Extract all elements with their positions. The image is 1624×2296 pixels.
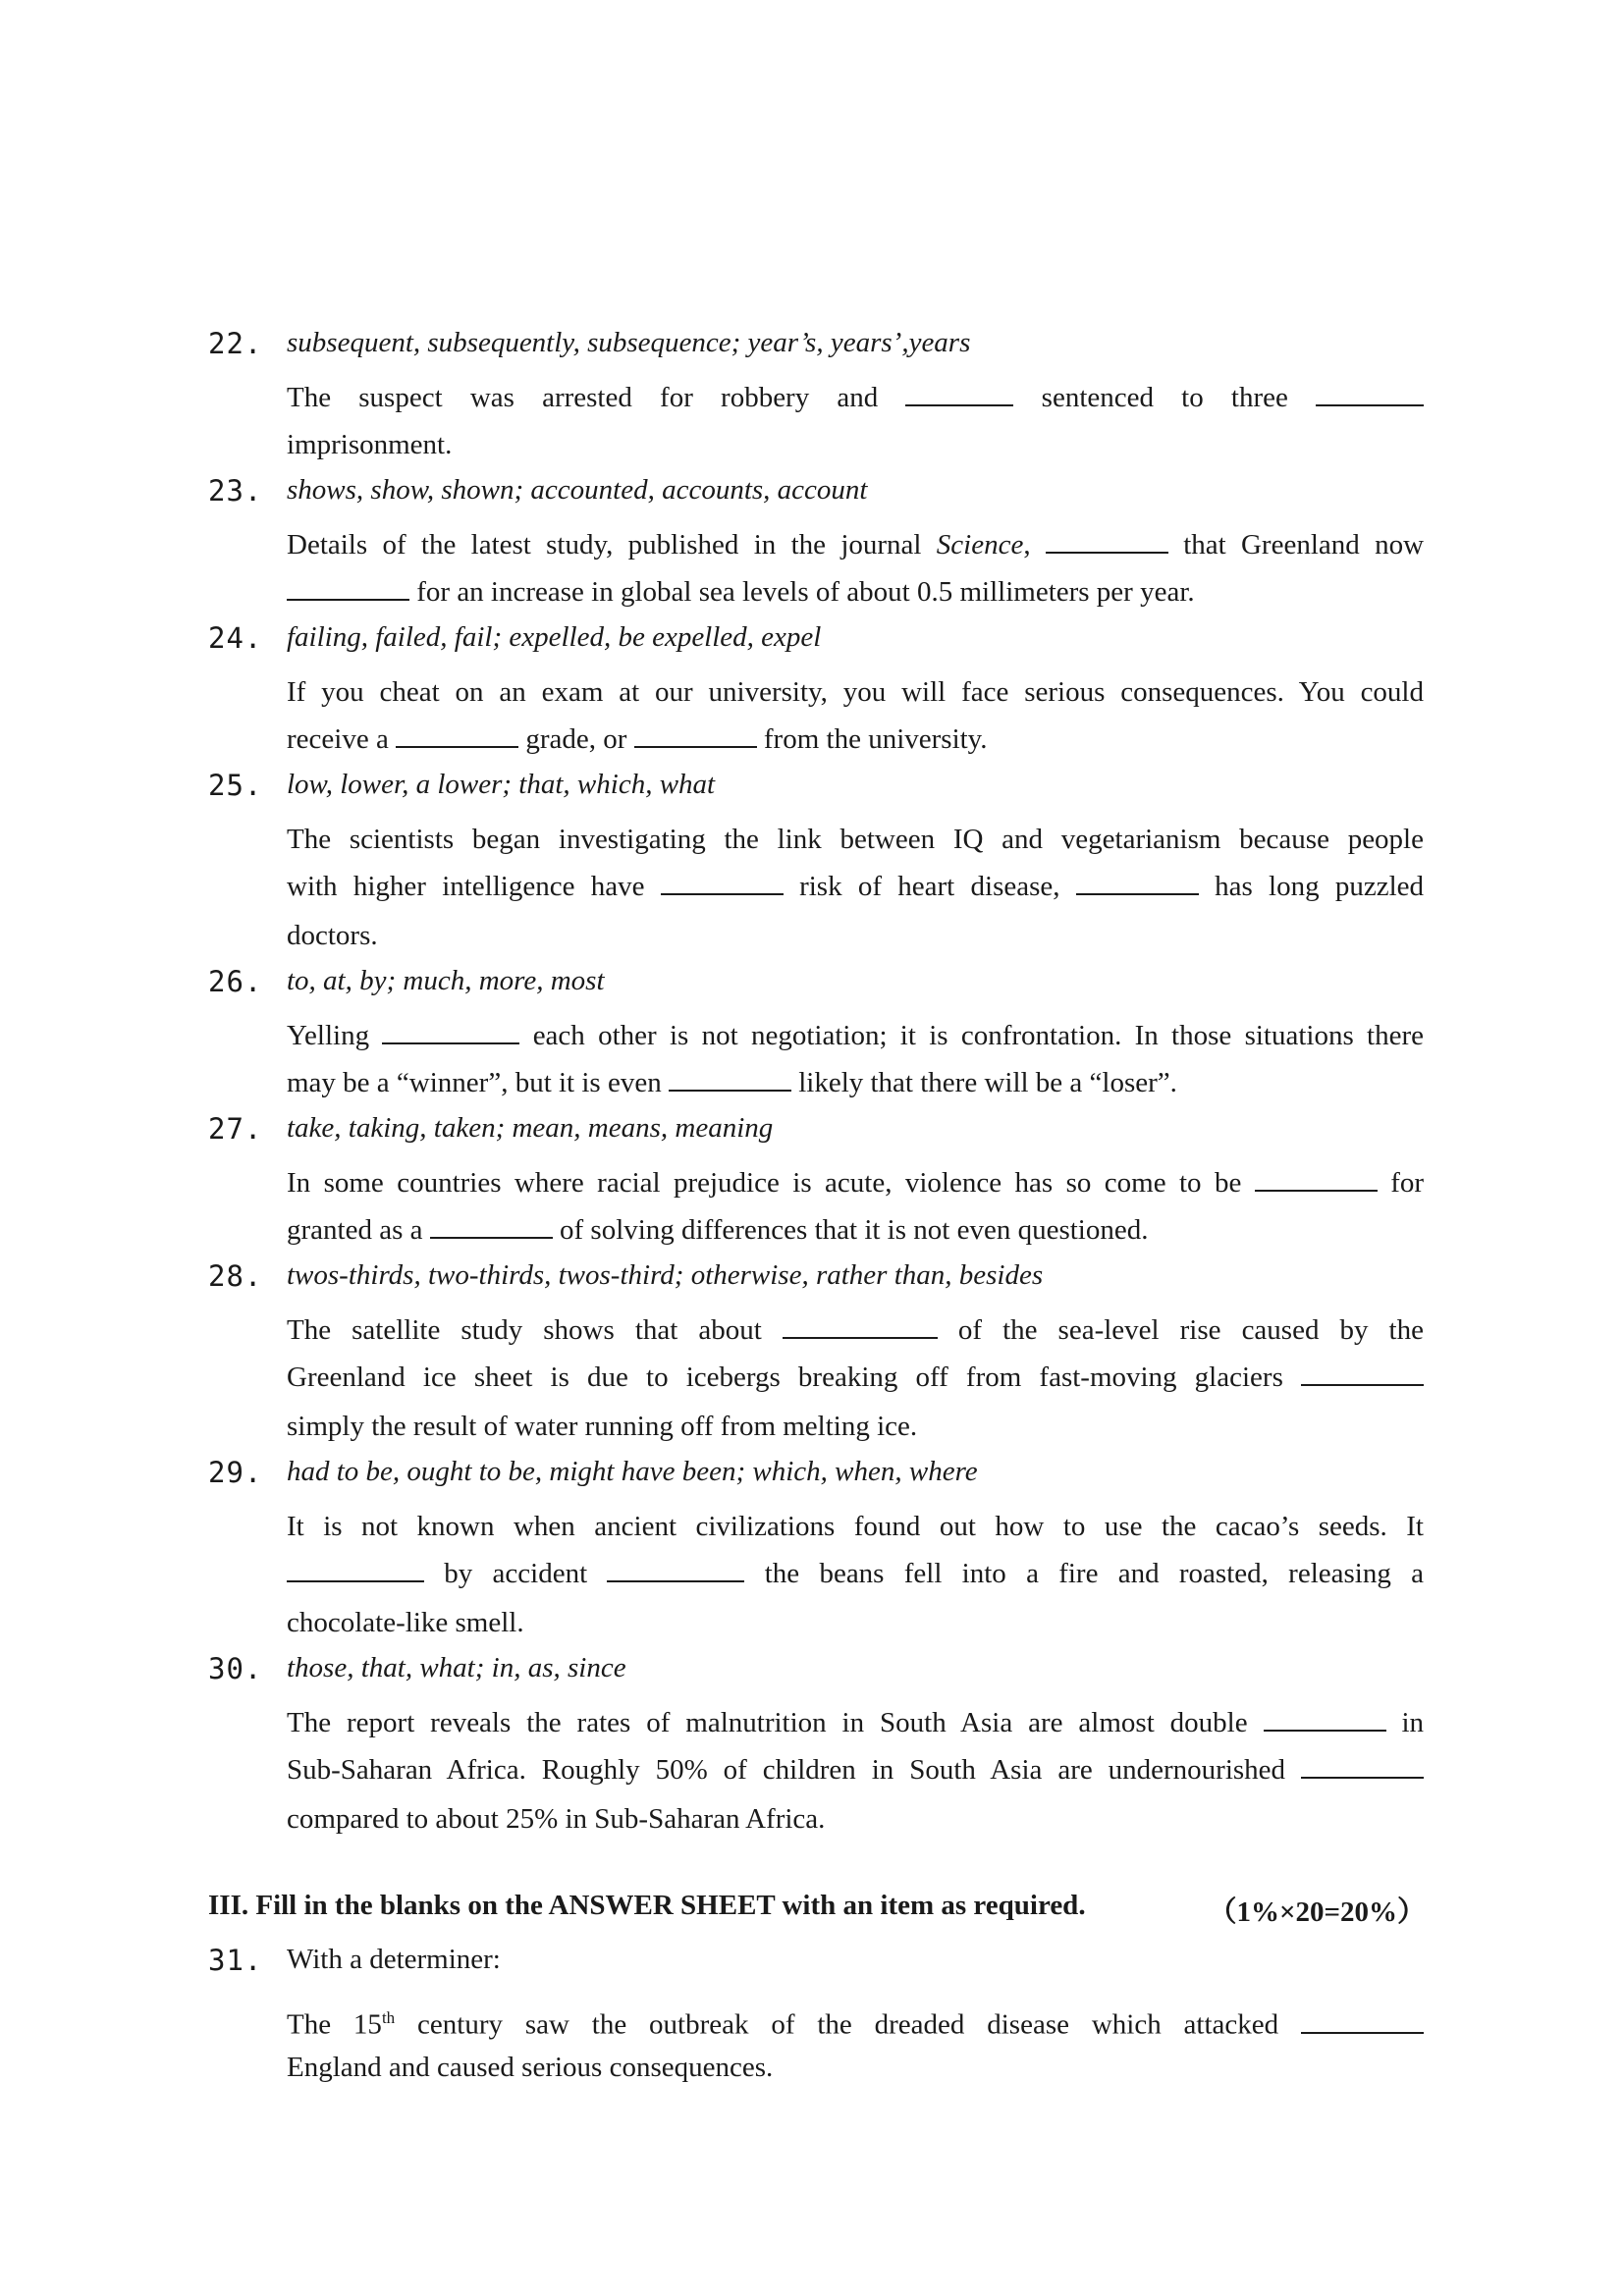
question-text-line: Sub-Saharan Africa. Roughly 50% of children in South Asia are undernourished — [287, 1750, 1424, 1789]
question-number: 22. — [208, 327, 263, 360]
question-options: twos-thirds, two-thirds, twos-third; otherwise, rather than, besides — [287, 1259, 1044, 1291]
question-text-line: It is not known when ancient civilizations found out how to use the cacao’s seeds. It — [287, 1511, 1424, 1542]
answer-blank[interactable] — [1255, 1168, 1378, 1192]
question-text-line: The report reveals the rates of malnutrition in South Asia are almost double in — [287, 1707, 1425, 1738]
question-options: low, lower, a lower; that, which, what — [287, 769, 716, 800]
question-text-line: imprisonment. — [287, 429, 453, 460]
question-options: those, that, what; in, as, since — [287, 1652, 626, 1683]
question-number: 31. — [208, 1944, 263, 1977]
question-options: subsequent, subsequently, subsequence; year’s, years’,years — [287, 327, 971, 358]
answer-blank[interactable] — [287, 577, 409, 601]
question-text-line: The 15th century saw the outbreak of the dreaded disease which attacked — [287, 1999, 1424, 2038]
answer-blank[interactable] — [607, 1559, 744, 1582]
question-options: to, at, by; much, more, most — [287, 965, 605, 996]
question-number: 27. — [208, 1112, 263, 1146]
question-text-line: Yelling each other is not negotiation; it is confrontation. In those situations there — [287, 1020, 1424, 1051]
answer-blank[interactable] — [661, 872, 784, 895]
question-options: shows, show, shown; accounted, accounts, account — [287, 474, 868, 506]
question-number: 23. — [208, 474, 263, 507]
question-number: 24. — [208, 621, 263, 655]
answer-blank[interactable] — [287, 1559, 424, 1582]
answer-blank[interactable] — [669, 1068, 791, 1092]
question-text-line: simply the result of water running off from melting ice. — [287, 1411, 918, 1442]
question-text-line: In some countries where racial prejudice is acute, violence has so come to be for — [287, 1167, 1425, 1199]
answer-blank[interactable] — [1301, 1362, 1424, 1386]
answer-blank[interactable] — [905, 383, 1013, 406]
answer-blank[interactable] — [382, 1021, 519, 1044]
section-title: III. Fill in the blanks on the ANSWER SHEET with an item as required. — [208, 1890, 1086, 1921]
answer-blank[interactable] — [1076, 872, 1199, 895]
question-number: 29. — [208, 1456, 263, 1489]
question-text-line: receive a grade, or from the university. — [287, 723, 988, 755]
section-score: （1%×20=20%） — [1208, 1896, 1426, 1928]
question-number: 26. — [208, 965, 263, 998]
question-text-line: Details of the latest study, published in the journal Science, that Greenland now — [287, 529, 1425, 561]
answer-blank[interactable] — [634, 724, 757, 748]
answer-blank[interactable] — [1301, 1755, 1424, 1779]
answer-blank[interactable] — [1264, 1708, 1386, 1732]
question-text-line: chocolate-like smell. — [287, 1607, 524, 1638]
question-options: had to be, ought to be, might have been; which, when, where — [287, 1456, 978, 1487]
question-options: failing, failed, fail; expelled, be expelled, expel — [287, 621, 822, 653]
question-options: take, taking, taken; mean, means, meaning — [287, 1112, 774, 1144]
question-number: 25. — [208, 769, 263, 802]
question-text-line: for an increase in global sea levels of about 0.5 millimeters per year. — [287, 572, 1424, 612]
question-text-line: Greenland ice sheet is due to icebergs breaking off from fast-moving glaciers — [287, 1358, 1424, 1397]
question-number: 30. — [208, 1652, 263, 1685]
question-text-line: with higher intelligence have risk of heart disease, has long puzzled — [287, 871, 1425, 902]
answer-blank[interactable] — [396, 724, 518, 748]
answer-blank[interactable] — [783, 1315, 938, 1339]
question-text-line: granted as a of solving differences that it is not even questioned. — [287, 1214, 1149, 1246]
question-number: 28. — [208, 1259, 263, 1293]
section-heading — [208, 1890, 1426, 1928]
question-text-line: compared to about 25% in Sub-Saharan Africa. — [287, 1803, 826, 1835]
question-text-line: The satellite study shows that about of the sea-level rise caused by the — [287, 1314, 1424, 1346]
answer-blank[interactable] — [1046, 530, 1168, 554]
question-text-line: The scientists began investigating the link between IQ and vegetarianism because people — [287, 824, 1424, 855]
question-text-line: by accident the beans fell into a fire and roasted, releasing a — [287, 1554, 1424, 1593]
question-text-line: may be a “winner”, but it is even likely that there will be a “loser”. — [287, 1067, 1177, 1098]
question-text-line: doctors. — [287, 920, 378, 951]
answer-blank[interactable] — [1301, 2010, 1424, 2034]
question-text-line: England and caused serious consequences. — [287, 2052, 774, 2083]
answer-blank[interactable] — [1316, 383, 1424, 406]
question-prompt: With a determiner: — [287, 1944, 501, 1975]
question-text-line: The suspect was arrested for robbery and sentenced to three — [287, 378, 1424, 417]
question-text-line: If you cheat on an exam at our university, you will face serious consequences. You could — [287, 676, 1424, 708]
answer-blank[interactable] — [430, 1215, 553, 1239]
